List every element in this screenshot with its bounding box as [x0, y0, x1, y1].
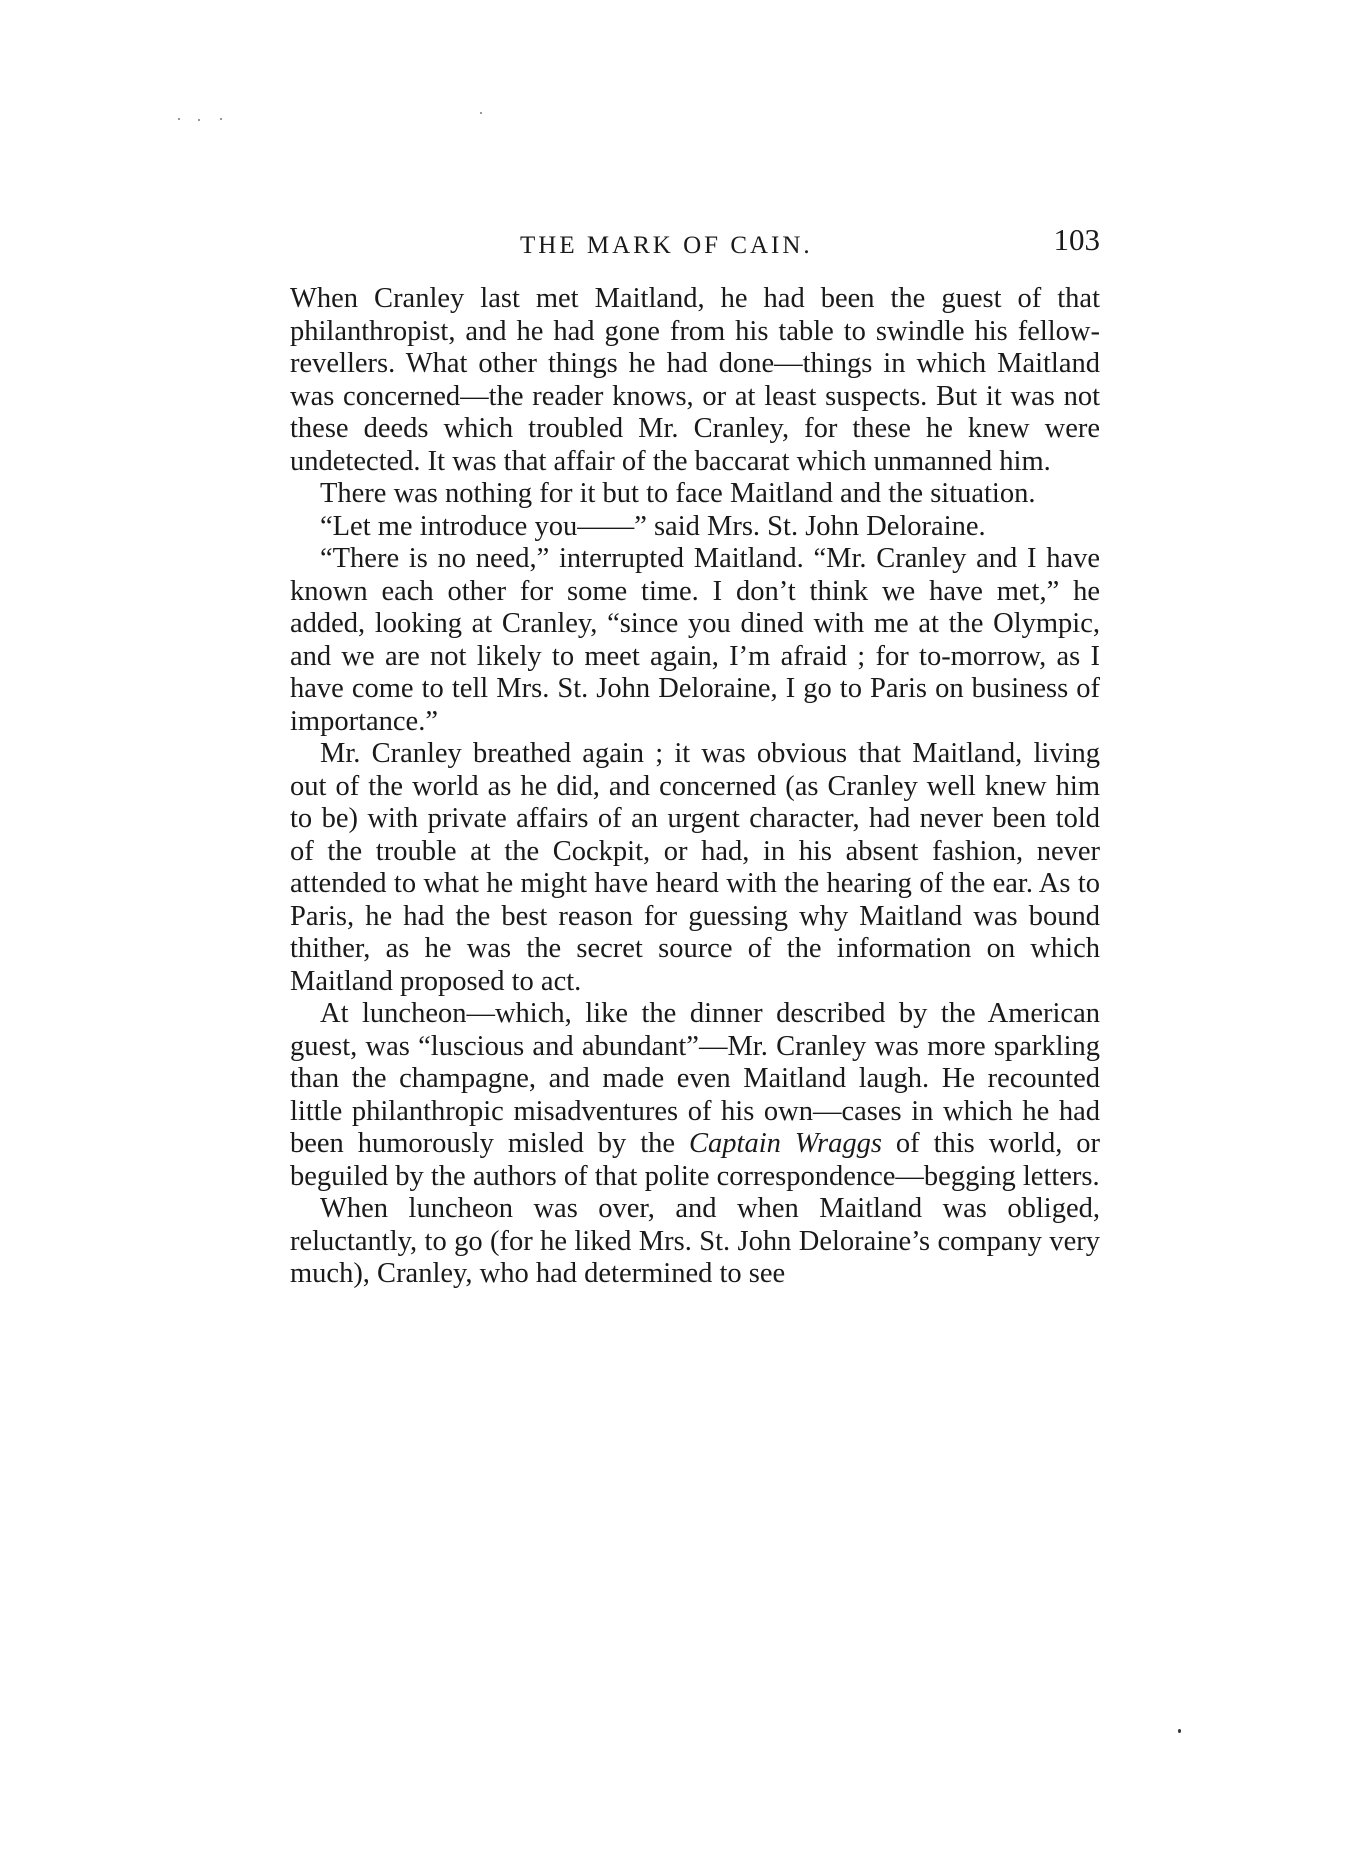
paper-speck	[178, 118, 180, 120]
paragraph: There was nothing for it but to face Maitland and the situation.	[320, 478, 1036, 509]
paragraph: Mr. Cranley breathed again ; it was obvious that Maitland, living out of the world as he did, and concerned (as Cranley well knew him to be) with private affairs of an urgent character, had never been told of the trouble at the Cockpit, or had, in his absent fashion, never attended to what he might have heard with the hearing of the ear. As to Paris, he had the best reason for guessing why Maitland was bound thither, as he was the secret source of the information on which Maitland proposed to act.	[290, 738, 1100, 997]
paragraph: “There is no need,” interrupted Maitland. “Mr. Cranley and I have known each other for some time. I don’t think we have met,” he added, looking at Cranley, “since you dined with me at the Olympic, and we are not likely to meet again, I’m afraid ; for to-morrow, as I have come to tell Mrs. St. John Deloraine, I go to Paris on business of importance.”	[290, 543, 1100, 737]
paper-speck	[480, 112, 482, 114]
paragraph-text: of this world, or beguiled by the authors of that polite correspondence—begging letters.	[290, 1128, 1101, 1192]
paragraph: When luncheon was over, and when Maitland was obliged, reluctantly, to go (for he liked Mrs. St. John Deloraine’s company very much), Cranley, who had determined to see	[290, 1193, 1100, 1289]
body-text	[290, 283, 1100, 1291]
page-number: 103	[1053, 222, 1100, 257]
paragraph	[290, 998, 1100, 1193]
running-head	[290, 222, 1100, 266]
paragraph: When Cranley last met Maitland, he had been the guest of that philanthropist, and he had gone from his table to swindle his fellow-revellers. What other things he had done—things in which Maitland was concerned—the reader knows, or at least suspects. But it was not these deeds which troubled Mr. Cranley, for these he knew were undetected. It was that affair of the baccarat which unmanned him.	[290, 283, 1100, 477]
italic-text: Captain Wraggs	[689, 1128, 882, 1159]
paragraph-text: At luncheon—which, like the dinner described by the American guest, was “luscious and abundant”—Mr. Cranley was more sparkling than the champagne, and made even Maitland laugh. He recounted little philanthropic misadventures of his own—cases in which he had been humorously misled by the	[290, 998, 1100, 1159]
paragraph: “Let me introduce you——” said Mrs. St. John Deloraine.	[320, 510, 986, 542]
paper-speck	[220, 118, 222, 120]
running-title: THE MARK OF CAIN.	[520, 232, 813, 259]
paper-speck	[1178, 1729, 1181, 1733]
paper-speck	[198, 119, 200, 121]
